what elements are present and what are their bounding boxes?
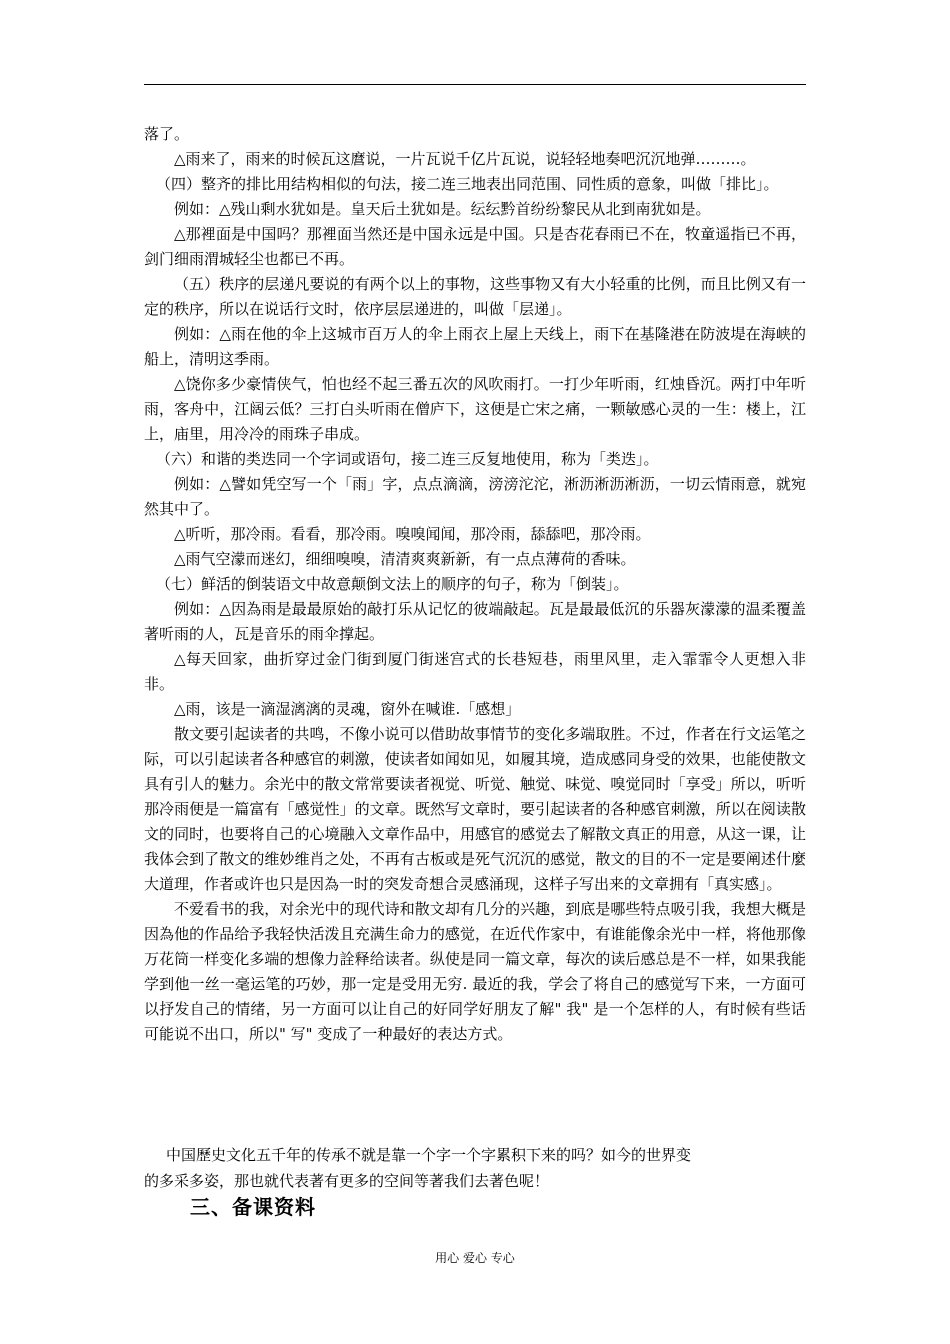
paragraph: 例如：△因為雨是最最原始的敲打乐从记忆的彼端敲起。瓦是最最低沉的乐器灰濛濛的温柔覆盖著听雨的人，瓦是音乐的雨伞撑起。: [144, 600, 806, 643]
paragraph: （四）整齐的排比用结构相似的句法，接二连三地表出同范围、同性质的意象，叫做「排比」。: [156, 175, 779, 193]
paragraph: 例如：△雨在他的伞上这城市百万人的伞上雨衣上屋上天线上，雨下在基隆港在防波堤在海峡的船上，清明这季雨。: [144, 325, 806, 368]
paragraph: △饶你多少豪情侠气，怕也经不起三番五次的风吹雨打。一打少年听雨，红烛昏沉。两打中年听雨，客舟中，江阔云低？三打白头听雨在僧庐下，这便是亡宋之痛，一颗敏感心灵的一生：楼上，江上，庙里，用冷冷的雨珠子串成。: [144, 375, 806, 443]
closing-line-2: 的多采多姿，那也就代表著有更多的空间等著我们去著色呢！: [144, 1172, 550, 1190]
paragraph: （七）鲜活的倒装语文中故意颠倒文法上的顺序的句子，称为「倒装」。: [156, 575, 629, 593]
header-rule: [144, 84, 806, 85]
paragraph: 落了。: [144, 125, 190, 143]
closing-line-1: 中国歷史文化五千年的传承不就是靠一个字一个字累积下来的吗？如今的世界变: [166, 1146, 692, 1164]
section-heading: 三、备课资料: [190, 1195, 316, 1219]
paragraph: 例如：△譬如凭空写一个「雨」字，点点滴滴，滂滂沱沱，淅沥淅沥淅沥，一切云情雨意，就宛然其中了。: [144, 475, 806, 518]
page-footer: 用心 爱心 专心: [435, 1251, 515, 1265]
paragraph: （六）和谐的类迭同一个字词或语句，接二连三反复地使用，称为「类迭」。: [156, 450, 659, 468]
paragraph: （五）秩序的层递凡要说的有两个以上的事物，这些事物又有大小轻重的比例，而且比例又有一定的秩序，所以在说话行文时，依序层层递进的，叫做「层递」。: [144, 275, 806, 318]
paragraph: △每天回家，曲折穿过金门街到厦门街迷宫式的长巷短巷，雨里风里，走入霏霏令人更想入非非。: [144, 650, 806, 693]
paragraph: 例如：△残山剩水犹如是。皇天后土犹如是。纭纭黔首纷纷黎民从北到南犹如是。: [174, 200, 711, 218]
paragraph: △听听，那冷雨。看看，那冷雨。嗅嗅闻闻，那冷雨，舔舔吧，那冷雨。: [174, 525, 651, 543]
paragraph: △雨来了，雨来的时候瓦这麿说，一片瓦说千亿片瓦说，说轻轻地奏吧沉沉地弹………。: [174, 150, 756, 168]
document-body: [144, 122, 806, 1047]
paragraph: 不爱看书的我，对余光中的现代诗和散文却有几分的兴趣，到底是哪些特点吸引我，我想大概是因為他的作品给予我轻快活泼且充满生命力的感觉，在近代作家中，有谁能像余光中一样，将他那像万花筒一样变化多端的想像力詮释给读者。纵使是同一篇文章，每次的读后感总是不一样，如果我能学到他一丝一毫运笔的巧妙，那一定是受用无穷. 最近的我，学会了将自己的感觉写下来，一方面可以抒发自己的情绪，另一方面可以让自己的好同学好朋友了解" 我" 是一个怎样的人，有时候有些话可能说不出口，所以" 写" 变成了一种最好的表达方式。: [144, 900, 806, 1043]
paragraph: △那裡面是中国吗？那裡面当然还是中国永远是中国。只是杏花春雨已不在，牧童遥指已不再，剑门细雨渭城轻尘也都已不再。: [144, 225, 806, 268]
paragraph: 散文要引起读者的共鸣，不像小说可以借助故事情节的变化多端取胜。不过，作者在行文运笔之际，可以引起读者各种感官的刺激，使读者如闻如见，如履其境，造成感同身受的效果，也能使散文具有引人的魅力。余光中的散文常常要读者视觉、听觉、触觉、味觉、嗅觉同时「享受」所以，听听那冷雨便是一篇富有「感觉性」的文章。既然写文章时，要引起读者的各种感官刺激，所以在阅读散文的同时，也要将自己的心境融入文章作品中，用感官的感觉去了解散文真正的用意，从这一课，让我体会到了散文的维妙维肖之处，不再有古板或是死气沉沉的感觉，散文的目的不一定是要阐述什麼大道理，作者或许也只是因為一时的突发奇想合灵感涌现，这样子写出来的文章拥有「真实感」。: [144, 725, 806, 893]
paragraph: △雨气空濛而迷幻，细细嗅嗅，清清爽爽新新，有一点点薄荷的香味。: [174, 550, 636, 568]
paragraph: △雨，该是一滴湿漓漓的灵魂，窗外在喊谁.「感想」: [174, 700, 521, 718]
